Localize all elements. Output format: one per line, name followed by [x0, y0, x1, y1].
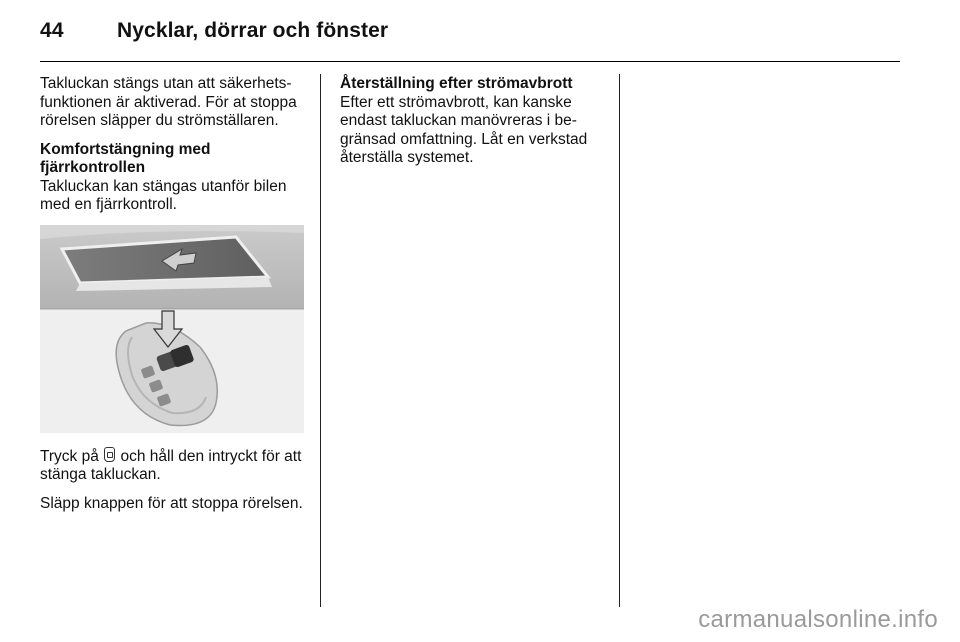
instruction-text: Tryck på — [40, 447, 99, 465]
paragraph: Släpp knappen för att stoppa rörelsen. — [40, 494, 303, 512]
watermark: carmanualsonline.info — [698, 606, 938, 633]
paragraph: Efter ett strömavbrott, kan kanske endast takluckan manövreras i begränsad omfattning. Låt en verkstad återställa systemet. — [340, 93, 588, 166]
paragraph: Takluckan kan stängas utanför bilen med en fjärrkontroll. — [40, 177, 287, 213]
column-divider-left — [320, 74, 321, 607]
chapter-title: Nycklar, dörrar och fönster — [117, 19, 389, 42]
section-heading: Återställning efter strömavbrott — [340, 75, 573, 92]
illustration-sunroof-and-key — [40, 225, 304, 433]
column-divider-right — [619, 74, 620, 607]
paragraph — [40, 447, 308, 485]
page-number: 44 — [40, 19, 64, 42]
text-column-1 — [40, 75, 308, 523]
sunroof-close-key-icon — [104, 447, 115, 462]
text-column-2 — [340, 75, 608, 178]
header-rule — [40, 61, 900, 62]
instruction-text: och håll den intryckt för att stänga takluckan. — [40, 447, 302, 483]
sunroof-key-illustration — [40, 225, 304, 433]
section-heading: Komfortstängning med fjärrkontrollen — [40, 140, 211, 176]
paragraph: Takluckan stängs utan att säkerhetsfunktionen är aktiverad. För at stoppa rörelsen släpper du strömställaren. — [40, 75, 297, 129]
